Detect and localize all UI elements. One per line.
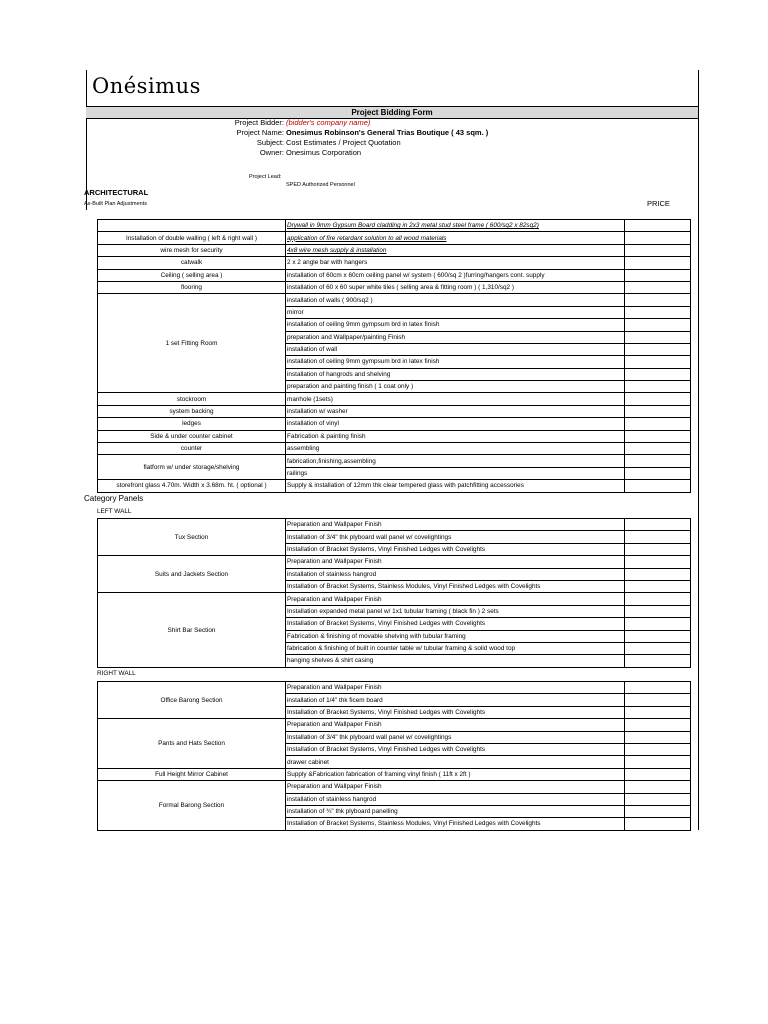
item-cell: Installation of double walling ( left & right wall ) [98,232,286,244]
description-cell: mirror [286,306,625,318]
price-cell[interactable] [625,642,691,654]
price-cell[interactable] [625,605,691,617]
table-row [98,781,691,793]
description-cell: Installation of Bracket Systems, Stainless Modules, Vinyl Finished Ledges with Covelights [286,818,625,830]
table-row [98,281,691,293]
price-cell[interactable] [625,319,691,331]
price-cell[interactable] [625,519,691,531]
price-cell[interactable] [625,694,691,706]
architectural-table [97,219,691,493]
header-value: (bidder's company name) [286,118,371,127]
item-cell: ledges [98,418,286,430]
item-cell: Office Barong Section [98,682,286,719]
price-cell[interactable] [625,818,691,830]
header-value: Cost Estimates / Project Quotation [286,138,401,147]
price-cell[interactable] [625,618,691,630]
item-cell: Formal Barong Section [98,781,286,831]
project-lead-value: SPED Authorized Personnel [286,182,355,188]
description-cell: installation w/ washer [286,405,625,417]
price-cell[interactable] [625,244,691,256]
description-cell: installation of ceiling 9mm gympsum brd in latex finish [286,319,625,331]
description-cell: Installation of Bracket Systems, Vinyl Finished Ledges with Covelights [286,543,625,555]
header-label: Subject: [256,138,284,147]
description-cell: drawer cabinet [286,756,625,768]
category-panels-title: Category Panels [84,494,144,503]
price-cell[interactable] [625,781,691,793]
description-cell: Installation of Bracket Systems, Stainless Modules, Vinyl Finished Ledges with Covelights [286,580,625,592]
description-cell: installation of 1/4" thk ficem board [286,694,625,706]
item-cell: Ceiling ( selling area ) [98,269,286,281]
left-wall-label: LEFT WALL [97,508,132,515]
price-cell[interactable] [625,467,691,479]
item-cell: Suits and Jackets Section [98,556,286,593]
description-cell: preparation and Wallpaper/painting Finish [286,331,625,343]
description-cell: installation of wall [286,343,625,355]
price-cell[interactable] [625,443,691,455]
table-row [98,719,691,731]
table-row [98,405,691,417]
price-cell[interactable] [625,418,691,430]
description-cell: Installation of Bracket Systems, Vinyl Finished Ledges with Covelights [286,706,625,718]
description-cell: Supply & installation of 12mm thk clear tempered glass with patchfitting accessories [286,480,625,492]
right-wall-table [97,681,691,831]
item-cell: 1 set Fitting Room [98,294,286,393]
table-row [98,430,691,442]
price-cell[interactable] [625,381,691,393]
price-cell[interactable] [625,220,691,232]
table-row [98,257,691,269]
left-wall-table [97,518,691,668]
description-cell: Installation of 3/4" thk plyboard wall panel w/ covelightings [286,531,625,543]
price-cell[interactable] [625,805,691,817]
price-cell[interactable] [625,556,691,568]
as-built-label: As-Built Plan Adjustments [84,201,147,207]
project-lead-label: Project Lead: [249,174,282,180]
item-cell: storefront glass 4.70m. Width x 3.68m. ht. ( optional ) [98,480,286,492]
header-owner [180,147,680,158]
price-cell[interactable] [625,356,691,368]
section-architectural: ARCHITECTURAL [84,188,149,197]
price-cell[interactable] [625,455,691,467]
description-cell: installation of stainless hangrod [286,793,625,805]
description-cell: installation of ceiling 9mm gympsum brd in latex finish [286,356,625,368]
description-cell: installation of hangrods and shelving [286,368,625,380]
price-cell[interactable] [625,405,691,417]
description-cell: Installation of 3/4" thk plyboard wall panel w/ covelightings [286,731,625,743]
table-row [98,232,691,244]
price-cell[interactable] [625,368,691,380]
table-row [98,418,691,430]
description-cell: railings [286,467,625,479]
description-cell: Drywall in 9mm Gypsum Board cladding in 2x3 metal stud steel frame ( 600/sq2 x 82sq2) [286,220,625,232]
description-cell: installation of vinyl [286,418,625,430]
item-cell [98,220,286,232]
table-row [98,443,691,455]
item-cell: wire mesh for security [98,244,286,256]
price-cell[interactable] [625,393,691,405]
description-cell: fabrication,finishing,assembling [286,455,625,467]
item-cell: stockroom [98,393,286,405]
description-cell: Installation of Bracket Systems, Vinyl Finished Ledges with Covelights [286,618,625,630]
description-cell: Preparation and Wallpaper Finish [286,682,625,694]
item-cell: flooring [98,281,286,293]
description-cell: Installation of Bracket Systems, Vinyl Finished Ledges with Covelights [286,743,625,755]
price-cell[interactable] [625,269,691,281]
price-cell[interactable] [625,281,691,293]
description-cell: 4x8 wire mesh supply & installation [286,244,625,256]
table-row [98,682,691,694]
description-cell: manhole (1sets) [286,393,625,405]
header-value: Onesimus Corporation [286,148,362,157]
table-row [98,393,691,405]
item-cell: counter [98,443,286,455]
header-value: Onesimus Robinson's General Trias Boutique ( 43 sqm. ) [286,128,489,137]
header-label: Project Bidder: [234,118,284,127]
form-title: Project Bidding Form [351,108,433,117]
description-cell: Fabrication & finishing of movable shelving with tubular framing [286,630,625,642]
price-cell[interactable] [625,719,691,731]
price-cell[interactable] [625,793,691,805]
price-cell[interactable] [625,294,691,306]
price-cell[interactable] [625,731,691,743]
description-cell: Fabrication & painting finish [286,430,625,442]
table-row [98,220,691,232]
description-cell: Preparation and Wallpaper Finish [286,593,625,605]
description-cell: Preparation and Wallpaper Finish [286,519,625,531]
header-label: Project Name: [236,128,284,137]
description-cell: Installation expanded metal panel w/ 1x1 tubular framing ( black fin ) 2 sets [286,605,625,617]
price-cell[interactable] [625,630,691,642]
description-cell: installation of 60 x 60 super white tiles ( selling area & fitting room ) ( 1,310/sq2 ) [286,281,625,293]
price-cell[interactable] [625,682,691,694]
item-cell: catwalk [98,257,286,269]
description-cell: Preparation and Wallpaper Finish [286,781,625,793]
price-cell[interactable] [625,743,691,755]
right-border [698,70,699,830]
description-cell: application of fire retardant solution to all wood materials [286,232,625,244]
company-logo: Onésimus [92,74,201,98]
description-cell: preparation and painting finish ( 1 coat only ) [286,381,625,393]
price-cell[interactable] [625,756,691,768]
table-row [98,556,691,568]
table-row [98,269,691,281]
table-row [98,294,691,306]
description-cell: installation of stainless hangrod [286,568,625,580]
price-cell[interactable] [625,768,691,780]
description-cell: Supply &Fabrication fabrication of framing vinyl finish ( 11ft x 2ft ) [286,768,625,780]
price-cell[interactable] [625,706,691,718]
table-row [98,480,691,492]
description-cell: installation of 60cm x 60cm ceiling panel w/ system ( 600/sq 2 )furring/hangers cont. supply [286,269,625,281]
description-cell: installation of ¾" thk plyboard panelling [286,805,625,817]
item-cell: flatform w/ under storage/shelving [98,455,286,480]
description-cell: fabrication & finishing of built in counter table w/ tubular framing & solid wood top [286,642,625,654]
description-cell: 2 x 2 angle bar with hangers [286,257,625,269]
price-cell[interactable] [625,331,691,343]
table-row [98,593,691,605]
price-cell[interactable] [625,593,691,605]
item-cell: Side & under counter cabinet [98,430,286,442]
description-cell: hanging shelves & shirt casing [286,655,625,667]
price-cell[interactable] [625,343,691,355]
item-cell: Full Height Mirror Cabinet [98,768,286,780]
description-cell: assembling [286,443,625,455]
price-cell[interactable] [625,580,691,592]
price-cell[interactable] [625,531,691,543]
price-cell[interactable] [625,232,691,244]
price-cell[interactable] [625,430,691,442]
price-label: PRICE [647,199,670,208]
header-label: Owner: [259,148,284,157]
item-cell: Tux Section [98,519,286,556]
description-cell: installation of walls ( 900/sq2 ) [286,294,625,306]
price-cell[interactable] [625,306,691,318]
item-cell: system backing [98,405,286,417]
table-row [98,768,691,780]
description-cell: Preparation and Wallpaper Finish [286,719,625,731]
item-cell: Shirt Bar Section [98,593,286,667]
price-cell[interactable] [625,543,691,555]
price-cell[interactable] [625,568,691,580]
table-row [98,455,691,467]
item-cell: Pants and Hats Section [98,719,286,769]
price-cell[interactable] [625,480,691,492]
right-wall-label: RIGHT WALL [97,670,136,677]
table-row [98,244,691,256]
description-cell: Preparation and Wallpaper Finish [286,556,625,568]
table-row [98,519,691,531]
price-cell[interactable] [625,257,691,269]
price-cell[interactable] [625,655,691,667]
